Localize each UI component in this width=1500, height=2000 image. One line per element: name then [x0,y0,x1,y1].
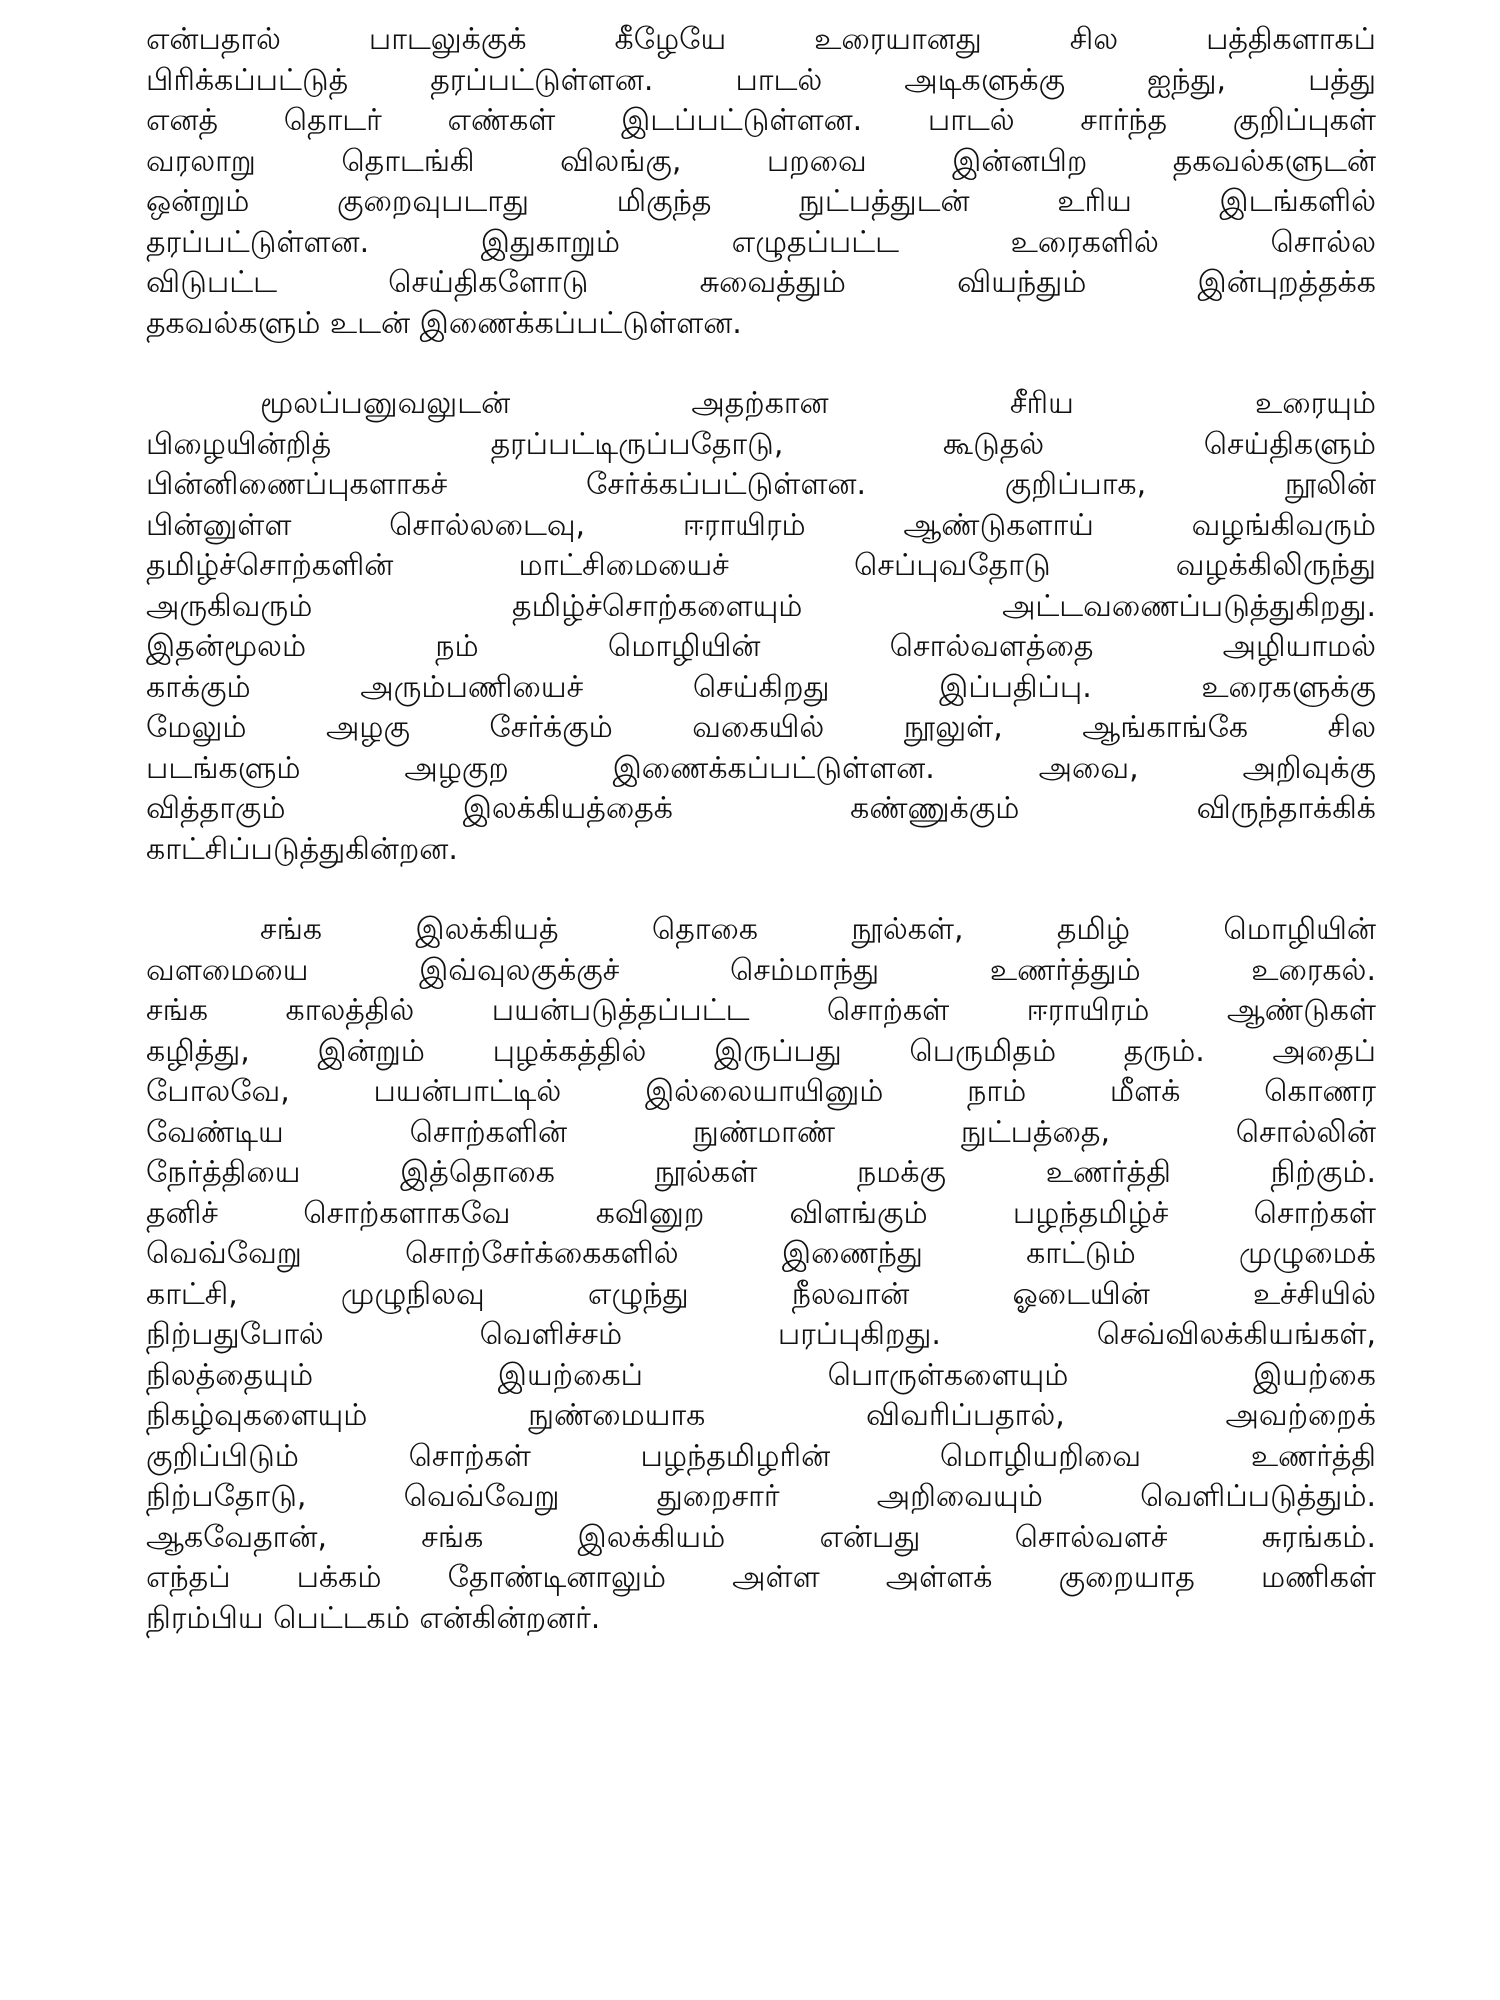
text-line: தரப்பட்டுள்ளன. இதுகாறும் எழுதப்பட்ட உரைகளில் சொல்ல [146,224,1376,260]
text-line: பின்னுள்ள சொல்லடைவு, ஈராயிரம் ஆண்டுகளாய் வழங்கிவரும் [146,507,1376,543]
text-line: தமிழ்ச்சொற்களின் மாட்சிமையைச் செப்புவதோடு வழக்கிலிருந்து [146,548,1376,583]
text-line: பிரிக்கப்பட்டுத் தரப்பட்டுள்ளன. பாடல் அடிகளுக்கு ஐந்து, பத்து [146,62,1376,98]
text-line: என்பதால் பாடலுக்குக் கீழேயே உரையானது சில பத்திகளாகப் [146,22,1376,57]
text-line: தனிச் சொற்களாகவே கவினுற விளங்கும் பழந்தமிழ்ச் சொற்கள் [146,1195,1376,1231]
text-line: கழித்து, இன்றும் புழக்கத்தில் இருப்பது பெருமிதம் தரும். அதைப் [146,1033,1376,1069]
paragraph-gap [146,344,1376,384]
text-line: எந்தப் பக்கம் தோண்டினாலும் அள்ள அள்ளக் குறையாத மணிகள் [146,1560,1376,1595]
document-page [146,20,1376,1639]
text-line: சங்க இலக்கியத் தொகை நூல்கள், தமிழ் மொழியின் [260,912,1376,947]
text-line: நிற்பதோடு, வெவ்வேறு துறைசார் அறிவையும் வெளிப்படுத்தும். [146,1479,1376,1514]
paragraph-3 [146,910,1376,1639]
text-line: படங்களும் அழகுற இணைக்கப்பட்டுள்ளன. அவை, அறிவுக்கு [146,750,1376,786]
text-line: நேர்த்தியை இத்தொகை நூல்கள் நமக்கு உணர்த்தி நிற்கும். [146,1155,1376,1190]
text-line: வேண்டிய சொற்களின் நுண்மாண் நுட்பத்தை, சொல்லின் [146,1114,1376,1150]
text-line: காட்சி, முழுநிலவு எழுந்து நீலவான் ஓடையின் உச்சியில் [146,1276,1376,1312]
text-line: விடுபட்ட செய்திகளோடு சுவைத்தும் வியந்தும் இன்புறத்தக்க [146,265,1376,300]
paragraph-gap [146,870,1376,910]
paragraph-1 [146,20,1376,344]
text-line: வளமையை இவ்வுலகுக்குச் செம்மாந்து உணர்த்தும் உரைகல். [146,952,1376,988]
text-line: மூலப்பனுவலுடன் அதற்கான சீரிய உரையும் [260,386,1376,421]
text-line: நிற்பதுபோல் வெளிச்சம் பரப்புகிறது. செவ்விலக்கியங்கள், [146,1317,1376,1352]
text-line: ஆகவேதான், சங்க இலக்கியம் என்பது சொல்வளச் சுரங்கம். [146,1519,1376,1555]
text-line: வெவ்வேறு சொற்சேர்க்கைகளில் இணைந்து காட்டும் முழுமைக் [146,1236,1376,1271]
text-line: காட்சிப்படுத்துகின்றன. [146,831,458,867]
text-line: பிழையின்றித் தரப்பட்டிருப்பதோடு, கூடுதல் செய்திகளும் [146,426,1376,462]
text-line: வரலாறு தொடங்கி விலங்கு, பறவை இன்னபிற தகவல்களுடன் [146,143,1376,179]
text-line: இதன்மூலம் நம் மொழியின் சொல்வளத்தை அழியாமல் [146,629,1376,664]
text-line: வித்தாகும் இலக்கியத்தைக் கண்ணுக்கும் விருந்தாக்கிக் [146,791,1376,826]
text-line: சங்க காலத்தில் பயன்படுத்தப்பட்ட சொற்கள் ஈராயிரம் ஆண்டுகள் [146,993,1376,1028]
text-line: குறிப்பிடும் சொற்கள் பழந்தமிழரின் மொழியறிவை உணர்த்தி [146,1438,1376,1474]
text-line: நிகழ்வுகளையும் நுண்மையாக விவரிப்பதால், அவற்றைக் [146,1398,1376,1433]
text-line: பின்னிணைப்புகளாகச் சேர்க்கப்பட்டுள்ளன. குறிப்பாக, நூலின் [146,467,1376,502]
text-line: நிலத்தையும் இயற்கைப் பொருள்களையும் இயற்கை [146,1357,1376,1393]
text-line: காக்கும் அரும்பணியைச் செய்கிறது இப்பதிப்பு. உரைகளுக்கு [146,669,1376,705]
text-line: எனத் தொடர் எண்கள் இடப்பட்டுள்ளன. பாடல் சார்ந்த குறிப்புகள் [146,103,1376,138]
text-line: அருகிவரும் தமிழ்ச்சொற்களையும் அட்டவணைப்படுத்துகிறது. [146,588,1376,624]
paragraph-2 [146,384,1376,870]
text-line: மேலும் அழகு சேர்க்கும் வகையில் நூலுள், ஆங்காங்கே சில [146,710,1376,745]
text-line: நிரம்பிய பெட்டகம் என்கின்றனர். [146,1600,601,1636]
text-line: போலவே, பயன்பாட்டில் இல்லையாயினும் நாம் மீளக் கொணர [146,1074,1376,1109]
text-line: தகவல்களும் உடன் இணைக்கப்பட்டுள்ளன. [146,305,742,341]
text-line: ஒன்றும் குறைவுபடாது மிகுந்த நுட்பத்துடன் உரிய இடங்களில் [146,184,1376,219]
